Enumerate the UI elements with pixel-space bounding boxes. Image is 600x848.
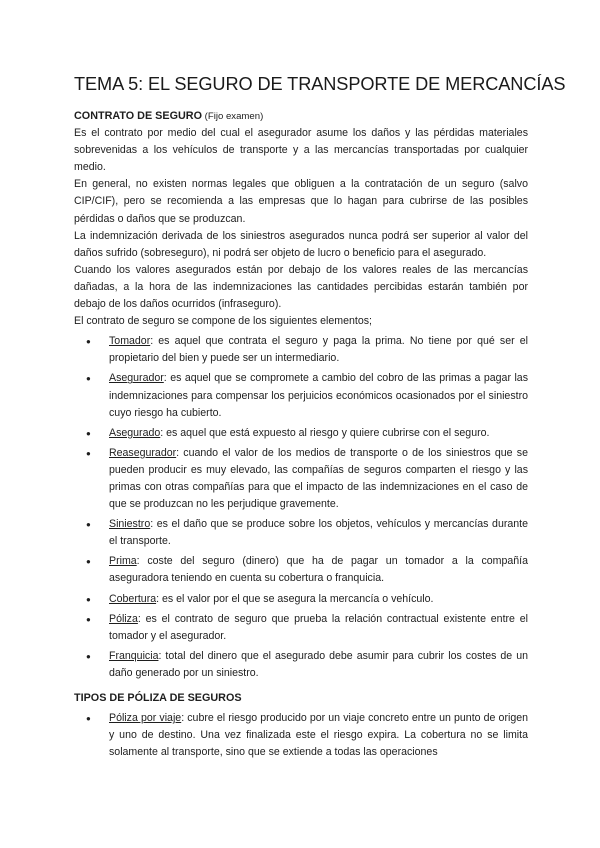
paragraph-definition: Es el contrato por medio del cual el asegurador asume los daños y las pérdidas materiales sobrevenidas a los vehículos de transporte y a las mercancías transportadas por cualquier medio. [74,127,528,174]
document-body [74,108,528,761]
list-item-asegurador [74,370,528,421]
list-item-reasegurador [74,445,528,513]
definition-cobertura: : es el valor por el que se asegura la mercancía o vehículo. [156,592,434,605]
paragraph-legal: En general, no existen normas legales que obliguen a la contratación de un seguro (salvo CIP/CIF), pero se recomienda a las empresas que lo hagan para cubrirse de las posibles pérdidas o daños que se produzcan. [74,178,528,225]
term-reasegurador: Reasegurador [109,446,177,459]
definition-siniestro: : es el daño que se produce sobre los objetos, vehículos y mercancías durante el transporte. [109,518,528,548]
list-item-tomador [74,333,528,367]
list-item-siniestro [74,516,528,550]
definition-tomador: : es aquel que contrata el seguro y paga la prima. No tiene por qué ser el propietario del bien y puede ser un intermediario. [109,335,528,365]
definition-franquicia: : total del dinero que el asegurado debe asumir para cubrir los costes de un daño generado por un siniestro. [109,649,528,679]
paragraph-elements-intro: El contrato de seguro se compone de los siguientes elementos; [74,315,372,328]
definition-prima: : coste del seguro (dinero) que ha de pagar un tomador a la compañía aseguradora teniendo en cuenta su cobertura o franquicia. [109,555,528,585]
term-franquicia: Franquicia [109,649,159,662]
section-heading-contrato [74,108,528,125]
term-poliza-por-viaje: Póliza por viaje [109,712,182,725]
definition-poliza-por-viaje: : cubre el riesgo producido por un viaje concreto entre un punto de origen y uno de destino. Una vez finalizada este el riesgo expira. La cobertura no se limita solamente al transporte, sino que se extiende a todas las operaciones [109,712,528,759]
list-item-cobertura [74,591,528,608]
list-item-asegurado [74,425,528,442]
definition-poliza: : es el contrato de seguro que prueba la relación contractual existente entre el tomador y el asegurador. [109,612,528,642]
term-tomador: Tomador [109,335,151,348]
term-siniestro: Siniestro [109,518,151,531]
term-cobertura: Cobertura [109,592,157,605]
list-item-poliza-por-viaje [74,710,528,761]
page-title: TEMA 5: EL SEGURO DE TRANSPORTE DE MERCANCÍAS [74,74,566,94]
paragraph-sobreseguro: La indemnización derivada de los siniestros asegurados nunca podrá ser superior al valor del daños sufrido (sobreseguro), ni podrá ser objeto de lucro o beneficio para el asegurado. [74,229,528,259]
list-item-poliza [74,611,528,645]
exam-note: (Fijo examen) [201,111,264,122]
section-heading-text: CONTRATO DE SEGURO [74,110,202,122]
list-item-franquicia [74,648,528,682]
term-poliza: Póliza [109,612,138,625]
list-item-prima [74,553,528,587]
section-heading-tipos-poliza: TIPOS DE PÓLIZA DE SEGUROS [74,692,242,704]
term-prima: Prima [109,555,137,568]
paragraph-infraseguro: Cuando los valores asegurados están por debajo de los valores reales de las mercancías dañadas, a la hora de las indemnizaciones las cantidades percibidas estarán también por debajo de los daños ocurridos (infraseguro). [74,263,528,311]
term-asegurador: Asegurador [109,372,164,385]
definition-asegurado: : es aquel que está expuesto al riesgo y quiere cubrirse con el seguro. [160,426,490,439]
term-asegurado: Asegurado [109,426,161,439]
definition-reasegurador: : cuando el valor de los medios de transporte o de los siniestros que se pueden producir es muy elevado, las compañías de seguros comparten el riesgo y las primas con otras compañías para que el impacto de las indemnizaciones en el caso de que se produzcan no les perjudique gravemente. [109,446,528,511]
definition-asegurador: : es aquel que se compromete a cambio del cobro de las primas a pagar las indemnizaciones para compensar los perjuicios económicos ocasionados por el siniestro cuyo riesgo ha cubierto. [109,372,528,419]
